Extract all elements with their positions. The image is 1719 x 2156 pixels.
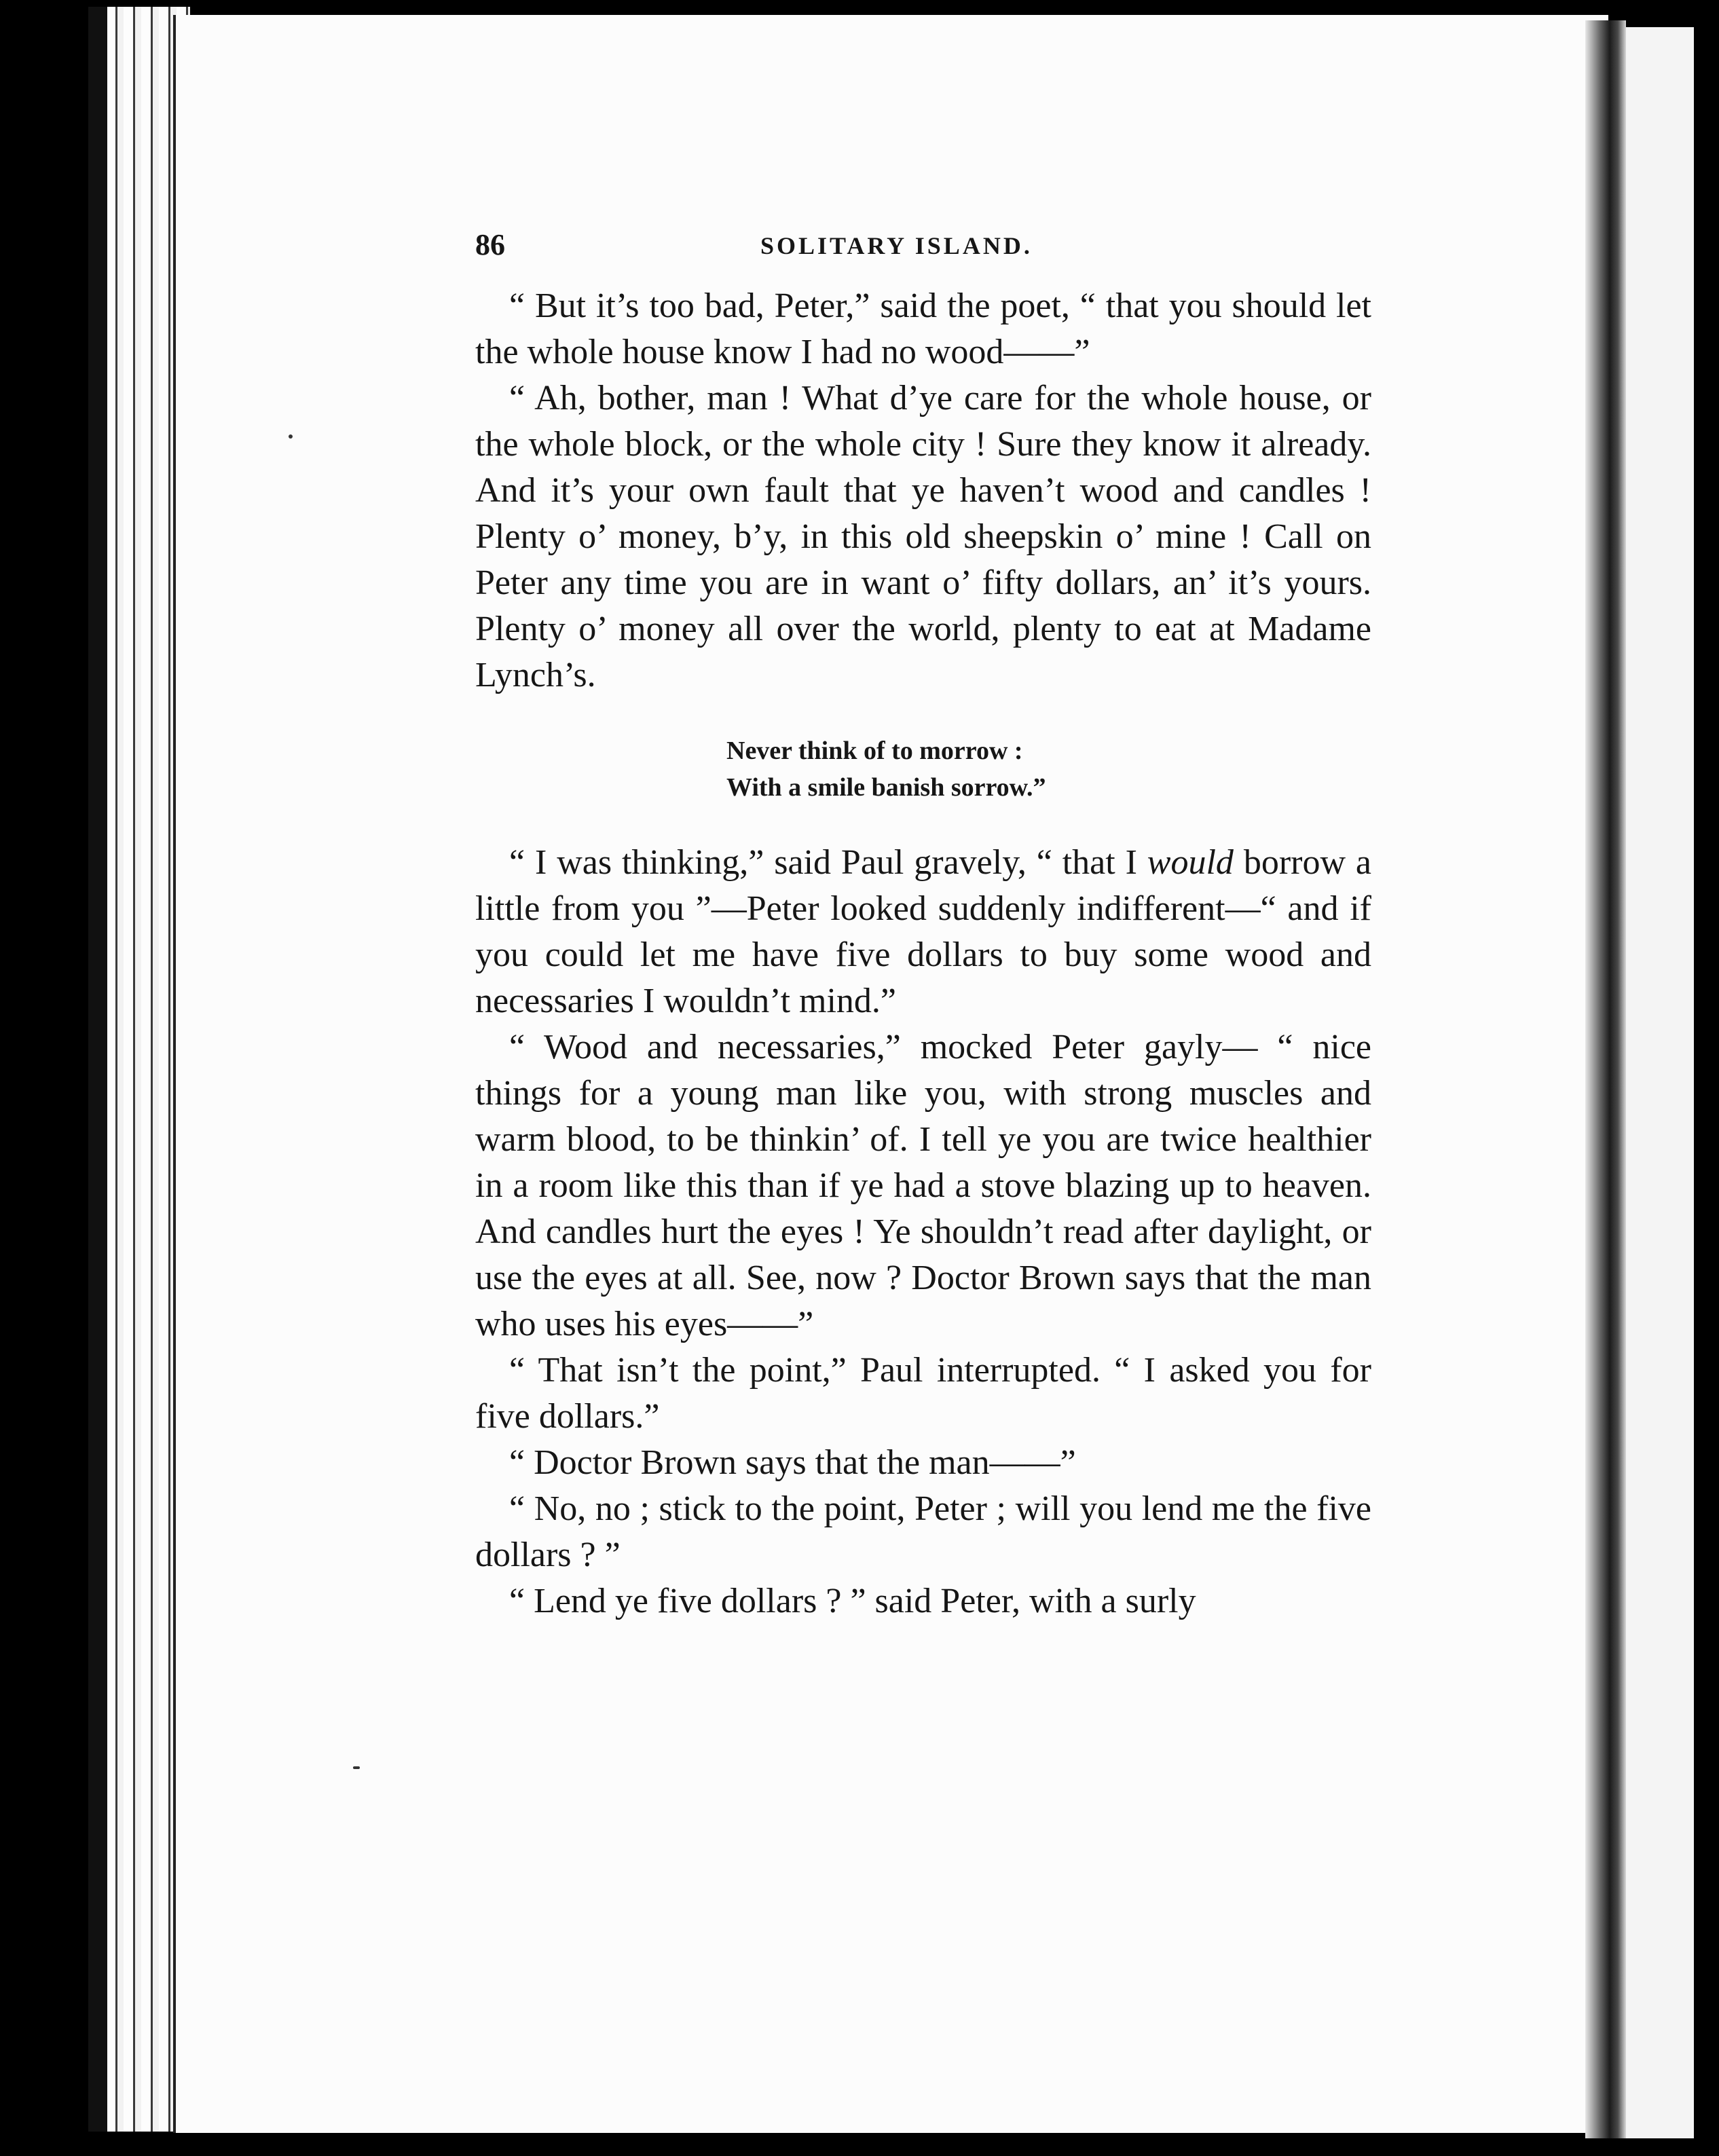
page-number: 86 [475, 228, 505, 261]
verse-line-2: With a smile banish sorrow.” [726, 773, 1046, 802]
running-head [475, 227, 1371, 275]
paragraph-7: “ No, no ; stick to the point, Peter ; will you lend me the five dollars ? ” [475, 1489, 1371, 1574]
paragraph-4: “ Wood and necessaries,” mocked Peter gayly— “ nice things for a young man like you, with strong muscles and warm blood, to be thinkin’ of. I tell ye you are twice healthier in a room like this than if ye had a stove blazing up to heaven. And candles hurt the eyes ! Ye shouldn’t read after daylight, or use the eyes at all. See, now ? Doctor Brown says that the man who uses his eyes——” [475, 1028, 1371, 1343]
page-gutter [1585, 20, 1626, 2138]
paragraph-5: “ That isn’t the point,” Paul interrupted. “ I asked you for five dollars.” [475, 1351, 1371, 1436]
running-title: SOLITARY ISLAND. [760, 232, 1033, 259]
page-text [475, 227, 1371, 1624]
paragraph-2: “ Ah, bother, man ! What d’ye care for the whole house, or the whole block, or the whole city ! Sure they know it already. And it’s your own fault that ye haven’t wood and candles ! Plenty o’ money, b’y, in this old sheepskin o’ mine ! Call on Peter any time you are in want o’ fifty dollars, an’ it’s yours. Plenty o’ money all over the world, plenty to eat at Madame Lynch’s. [475, 379, 1371, 694]
paragraph-3-start: “ I was thinking,” said Paul gravely, “ that I [509, 843, 1147, 882]
paragraph-6: “ Doctor Brown says that the man——” [509, 1443, 1076, 1482]
verse-quote [726, 732, 1371, 806]
next-page-edge [1626, 27, 1694, 2138]
ink-speck [289, 434, 293, 439]
verse-line-1: Never think of to morrow : [726, 737, 1023, 765]
paragraph-3 [475, 840, 1371, 1024]
ink-speck [353, 1766, 360, 1769]
binding-shadow [88, 7, 107, 2132]
paragraph-8: “ Lend ye five dollars ? ” said Peter, with a surly [509, 1582, 1196, 1620]
paragraph-3-end: borrow a little from you ”—Peter looked suddenly indifferent—“ and if you could let me have five dollars to buy some wood and necessaries I wouldn’t mind.” [475, 843, 1371, 1020]
paragraph-1: “ But it’s too bad, Peter,” said the poet, “ that you should let the whole house know I had no wood——” [475, 286, 1371, 371]
emphasized-word: would [1147, 843, 1234, 882]
